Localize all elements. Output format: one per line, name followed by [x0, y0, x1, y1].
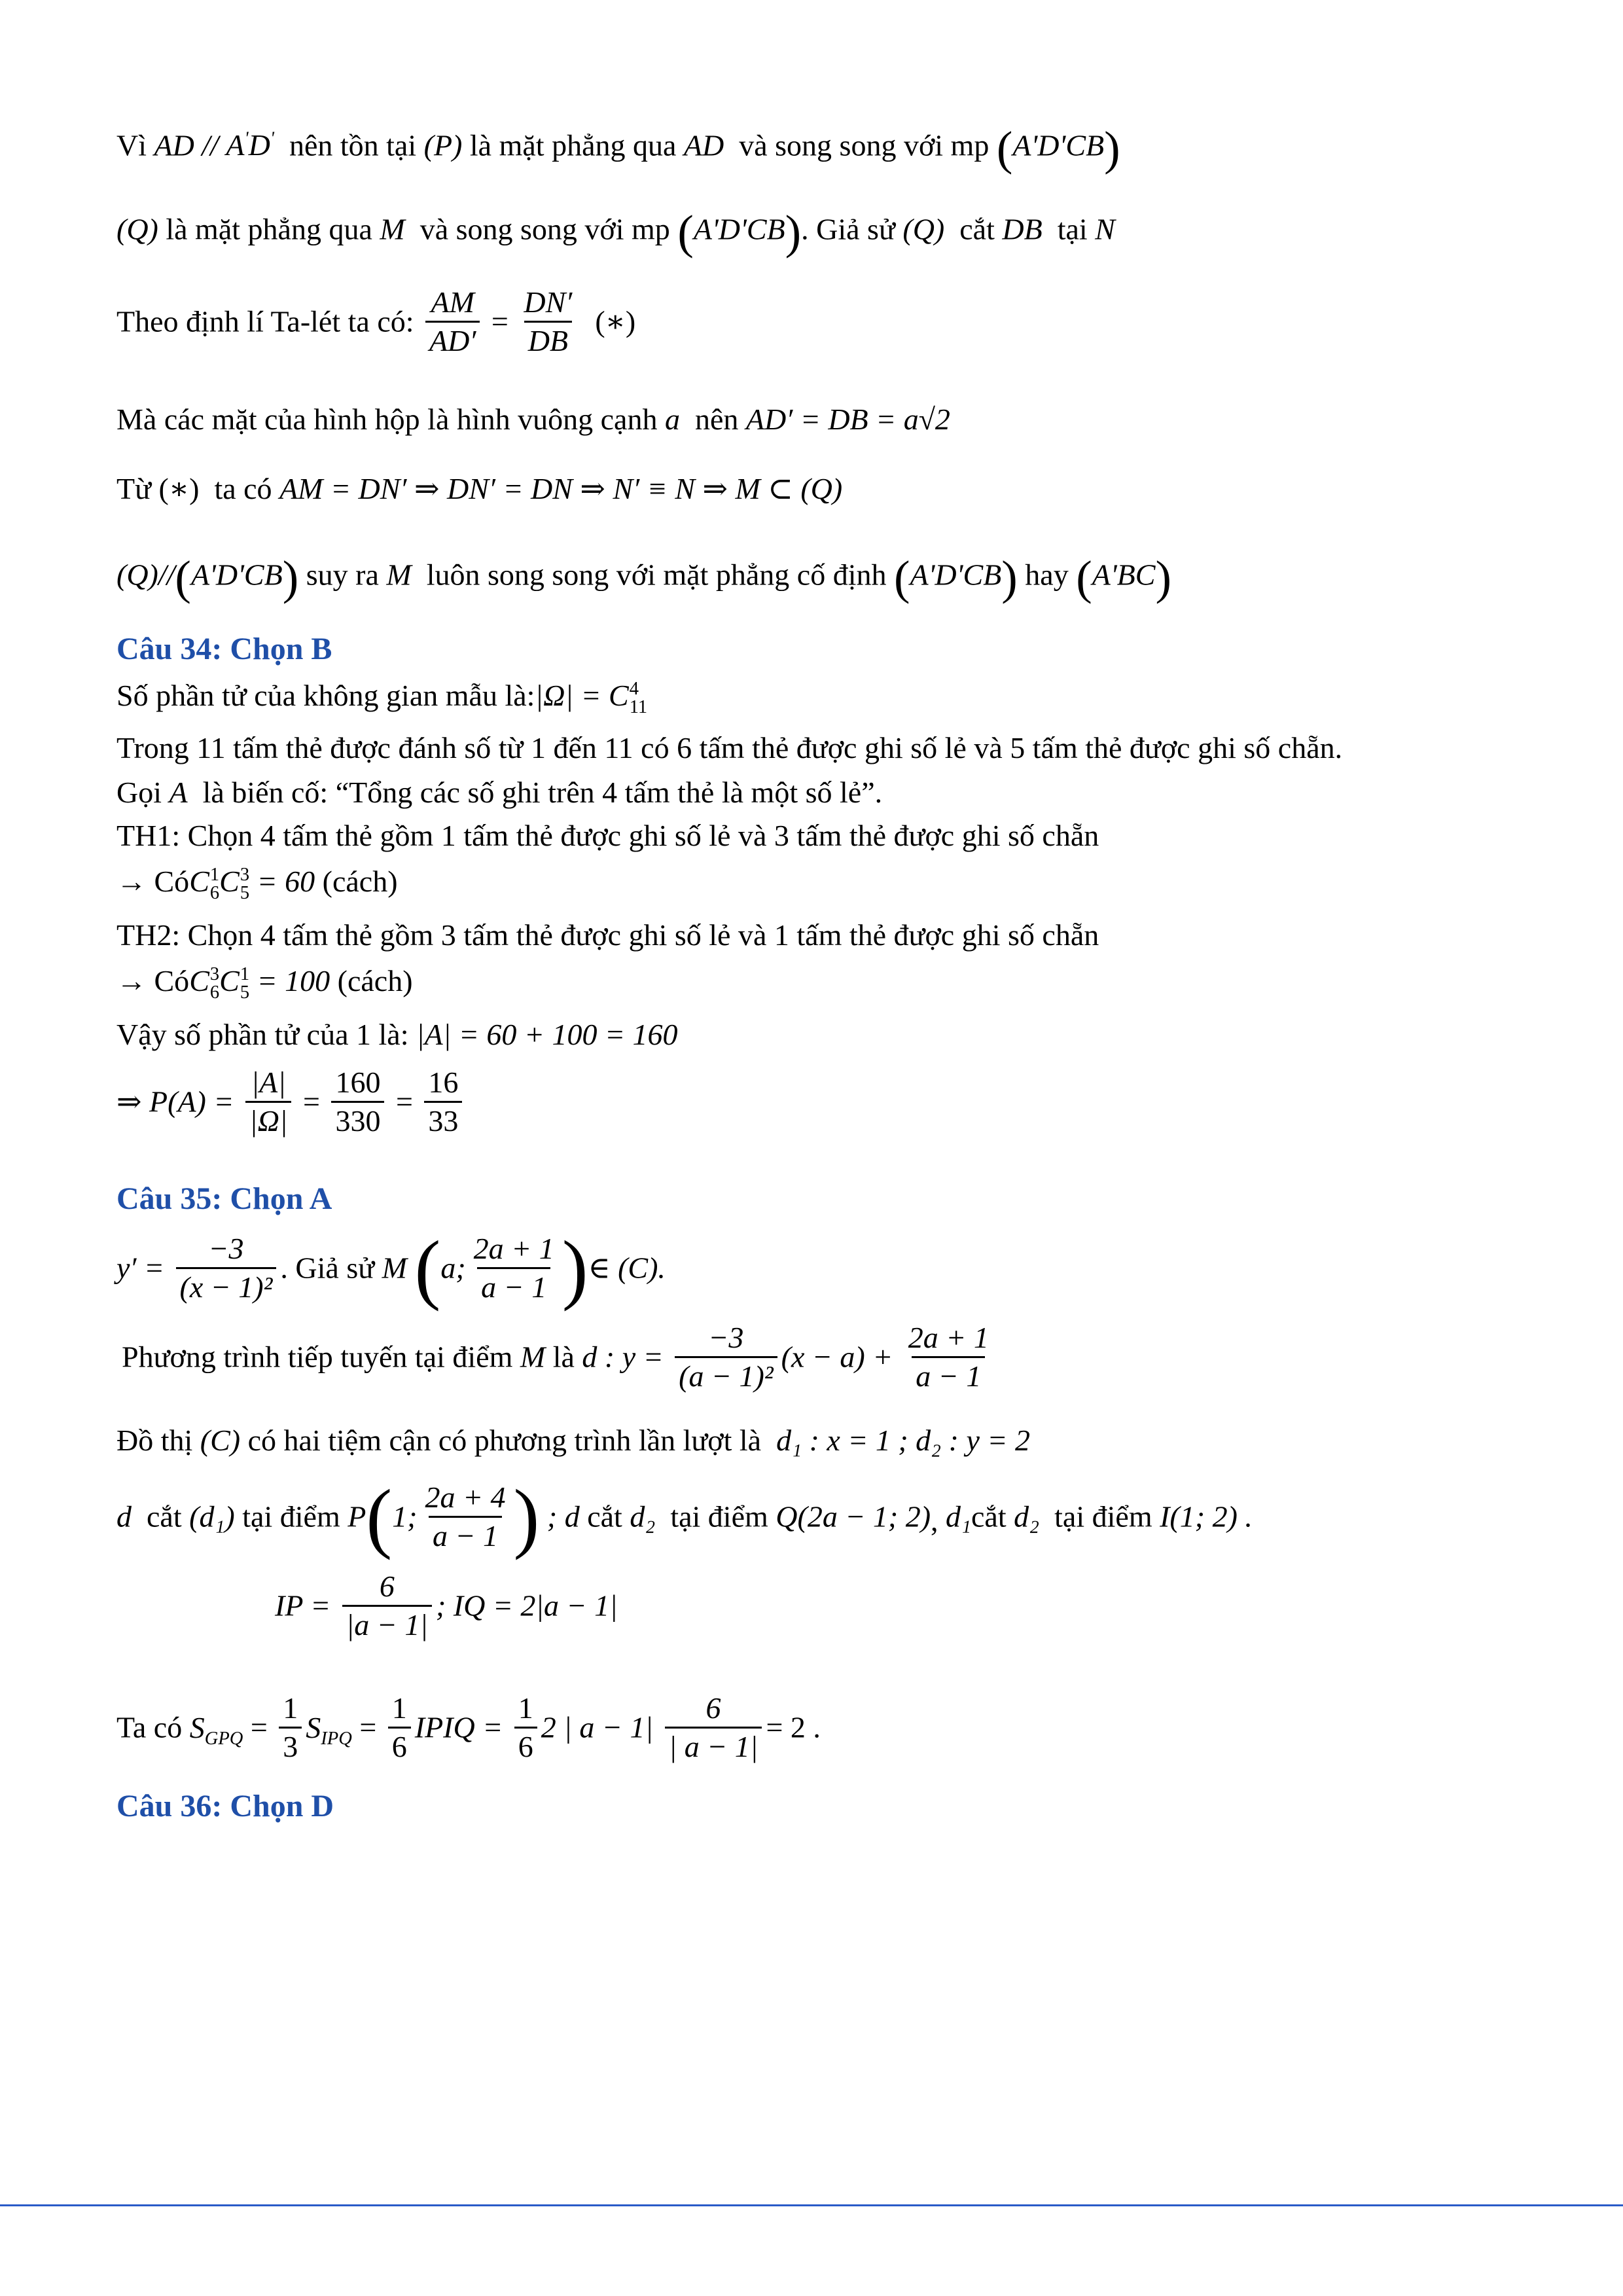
q34-line-1: Số phần tử của không gian mẫu là:|Ω| = C 4 11	[116, 678, 648, 718]
text: là mặt phẳng qua	[469, 128, 677, 162]
q34-line-4	[116, 819, 1099, 853]
math: a	[664, 403, 680, 436]
text: Số phần tử của không gian mẫu là:	[116, 679, 535, 712]
question-36-header: Câu 36: Chọn D	[116, 1789, 334, 1823]
text: Từ	[116, 472, 152, 505]
q34-line-6	[116, 919, 1099, 952]
question-35-header: Câu 35: Chọn A	[116, 1181, 332, 1216]
text: Đồ thị	[116, 1424, 193, 1457]
math: AM = DN′ ⇒ DN′ = DN ⇒ N′ ≡ N ⇒ M ⊂ (Q)	[279, 472, 843, 505]
text: cắt	[147, 1499, 182, 1534]
footer-divider	[0, 2204, 1623, 2206]
text: Ta có	[116, 1710, 183, 1744]
q34-line-3	[116, 776, 882, 810]
text: ,	[931, 1503, 938, 1537]
math: ; IQ = 2|a − 1|	[435, 1588, 618, 1623]
text: Theo định lí Ta-lét ta có:	[116, 304, 414, 338]
math: M	[380, 212, 405, 246]
math: P	[348, 1499, 366, 1534]
text: tại điểm	[1054, 1499, 1152, 1534]
text: Vì	[116, 128, 147, 162]
fraction: $\frac{160}{330}$	[331, 1067, 384, 1138]
q34-line-5: → CóC 1 6 C 3 5 = 60 (cách)	[116, 864, 398, 904]
text: hay	[1025, 558, 1069, 592]
text: . Giả sử	[280, 1251, 375, 1285]
text: Vậy số phần tử của 1 là:	[116, 1018, 409, 1051]
text: tại điểm	[670, 1499, 768, 1534]
text: và song song với mp	[739, 128, 990, 162]
text: là	[552, 1340, 575, 1374]
q35-line-1: y′ = $\frac{-3}{\text{(x − 1)²}}$ . Giả sử M (a; $\frac{2a + 1}{a - 1}$ )∈ (C).	[116, 1225, 666, 1312]
line-5	[116, 473, 842, 506]
math: M	[520, 1340, 546, 1374]
math: Q(2a − 1; 2)	[776, 1499, 931, 1534]
text: → Có	[116, 865, 190, 898]
math: d₂	[630, 1499, 656, 1534]
math: = 60	[257, 865, 315, 898]
math: D	[248, 128, 270, 162]
math: A	[169, 776, 188, 809]
fraction: $\frac{16}{33}$	[424, 1067, 462, 1138]
math: y′ =	[116, 1251, 165, 1285]
math: (P)	[423, 128, 463, 162]
math: d	[116, 1499, 132, 1534]
text: cắt	[587, 1499, 622, 1534]
math: A	[226, 128, 245, 162]
math: AD	[154, 128, 194, 162]
math: A'D'CB	[910, 558, 1002, 592]
math: A'BC	[1092, 558, 1156, 592]
text: suy ra	[306, 558, 379, 592]
line-4	[116, 403, 950, 437]
q35-line-4: d cắt (d₁) tại điểm P(1; $\frac{2a + 4}{a - 1}$ ) ; d cắt d₂ tại điểm Q(2a − 1; 2), d₁cắt d₂ tại điểm I(1; 2) .	[116, 1473, 1253, 1560]
math: ∈ (C).	[588, 1251, 666, 1285]
math: 2 | a − 1|	[541, 1710, 654, 1744]
text: cắt	[971, 1499, 1007, 1534]
fraction: $\frac{2a + 1}{a - 1}$	[473, 1232, 554, 1304]
math: ⇒ P(A) =	[116, 1085, 234, 1119]
fraction: $\frac{6}{| a - 1|}$	[665, 1693, 762, 1763]
math: (Q)	[902, 212, 945, 246]
text: nên	[694, 403, 739, 436]
math: (C)	[200, 1424, 241, 1457]
math: |A| = 60 + 100 = 160	[416, 1018, 678, 1051]
math: AD′ = DB = a√2	[745, 403, 950, 436]
math: d₂	[1014, 1499, 1040, 1534]
q35-line-5	[275, 1571, 618, 1641]
line-3: Theo định lí Ta-lét ta có: $\frac{AM}{AD'}$ = $\frac{DN'}{DB}$ (∗)	[116, 285, 636, 358]
math: I(1; 2) .	[1160, 1499, 1253, 1534]
fraction: $\frac{DN'}{DB}$	[524, 285, 573, 358]
text: Trong 11 tấm thẻ được đánh số từ 1 đến 11 có 6 tấm thẻ được ghi số lẻ và 5 tấm thẻ được ghi số chẵn.	[116, 731, 1343, 764]
text: luôn song song với mặt phẳng cố định	[426, 558, 887, 592]
text: . Giả sử	[801, 212, 895, 246]
q34-line-9: ⇒ P(A) = $\frac{|A|}{|\Omega|}$ = $\frac{160}{330}$ = $\frac{16}{33}$	[116, 1067, 466, 1138]
math: A'D'CB	[1012, 128, 1105, 162]
text: (cách)	[337, 964, 413, 997]
math: d : y =	[582, 1340, 664, 1374]
fraction: $\frac{1}{3}$	[279, 1693, 302, 1763]
math: IPIQ =	[414, 1710, 503, 1744]
fraction: $\frac{|A|}{|\Omega|}$	[245, 1067, 292, 1138]
question-34-header: Câu 34: Chọn B	[116, 632, 332, 666]
text: Mà các mặt của hình hộp là hình vuông cạnh	[116, 403, 658, 436]
q35-line-6: Ta có $S_{GPQ}$ = $\frac{1}{3}$ $S_{IPQ}$ = $\frac{1}{6}$ IPIQ = $\frac{1}{6}$ 2 | a − 1| $\frac{6}{| a - 1|}$ = 2 .	[116, 1691, 821, 1764]
text: là mặt phẳng qua	[166, 212, 372, 246]
text: tại điểm	[242, 1499, 340, 1534]
math: ; d	[546, 1499, 580, 1534]
math: DB	[1002, 212, 1043, 246]
line-6: (Q)//(A'D'CB) suy ra M luôn song song với mặt phẳng cố định (A'D'CB) hay (A'BC)	[116, 550, 1171, 604]
math: M	[386, 558, 412, 592]
fraction: $\frac{-3}{\text{(a − 1)²}}$	[675, 1322, 777, 1393]
line-1: Vì AD // A'D' nên tồn tại (P) là mặt phẳng qua AD và song song với mp (A'D'CB)	[116, 121, 1120, 175]
math: N	[1095, 212, 1115, 246]
star-ref: (∗)	[595, 304, 636, 338]
fraction: $\frac{AM}{AD'}$	[425, 287, 480, 357]
math: M	[382, 1251, 407, 1285]
q35-line-3	[116, 1424, 1030, 1458]
text: Gọi	[116, 776, 162, 809]
fraction: $\frac{1}{6}$	[388, 1693, 411, 1763]
math: //	[202, 128, 219, 162]
math: d₁	[946, 1499, 972, 1534]
math: AD	[683, 128, 724, 162]
q34-line-2	[116, 732, 1342, 765]
math: d₁ : x = 1 ; d₂ : y = 2	[776, 1424, 1030, 1457]
text: và song song với mp	[419, 212, 670, 246]
text: cắt	[959, 212, 995, 246]
math: |Ω| = C	[535, 679, 629, 712]
text: TH1: Chọn 4 tấm thẻ gồm 1 tấm thẻ được ghi số lẻ và 3 tấm thẻ được ghi số chẵn	[116, 819, 1099, 852]
fraction: $\frac{6}{|a - 1|}$	[342, 1571, 432, 1641]
text: nên tồn tại	[289, 128, 417, 162]
text: là biến cố: “Tổng các số ghi trên 4 tấm thẻ là một số lẻ”.	[202, 776, 883, 809]
math: = 2 .	[766, 1710, 821, 1744]
q34-line-7: → CóC 3 6 C 1 5 = 100 (cách)	[116, 963, 413, 1003]
text: → Có	[116, 964, 190, 997]
fraction: $\frac{1}{6}$	[514, 1693, 537, 1763]
q35-line-2	[122, 1322, 997, 1393]
math: (x − a) +	[781, 1340, 893, 1374]
math: (Q)	[116, 212, 158, 246]
fraction: $\frac{2a + 1}{a - 1}$	[908, 1321, 989, 1393]
text: ta có	[214, 472, 272, 505]
q34-line-8	[116, 1018, 678, 1052]
fraction: $\frac{-3}{\text{(x − 1)²}}$	[176, 1233, 277, 1304]
text: (cách)	[322, 865, 398, 898]
text: TH2: Chọn 4 tấm thẻ gồm 3 tấm thẻ được ghi số lẻ và 1 tấm thẻ được ghi số chẵn	[116, 918, 1099, 952]
math: = 100	[257, 964, 330, 997]
text: có hai tiệm cận có phương trình lần lượt là	[247, 1424, 762, 1457]
math: (d₁)	[189, 1499, 235, 1534]
star-ref: (∗)	[158, 472, 200, 505]
math: (Q)//	[116, 558, 175, 592]
math: IP =	[275, 1588, 331, 1623]
text: tại	[1057, 212, 1088, 246]
fraction: $\frac{2a + 4}{a - 1}$	[425, 1480, 506, 1553]
line-2: (Q) là mặt phẳng qua M và song song với mp (A'D'CB). Giả sử (Q) cắt DB tại N	[116, 205, 1115, 259]
math: A'D'CB	[693, 212, 785, 246]
text: Phương trình tiếp tuyến tại điểm	[122, 1340, 513, 1374]
math: A'D'CB	[190, 558, 283, 592]
